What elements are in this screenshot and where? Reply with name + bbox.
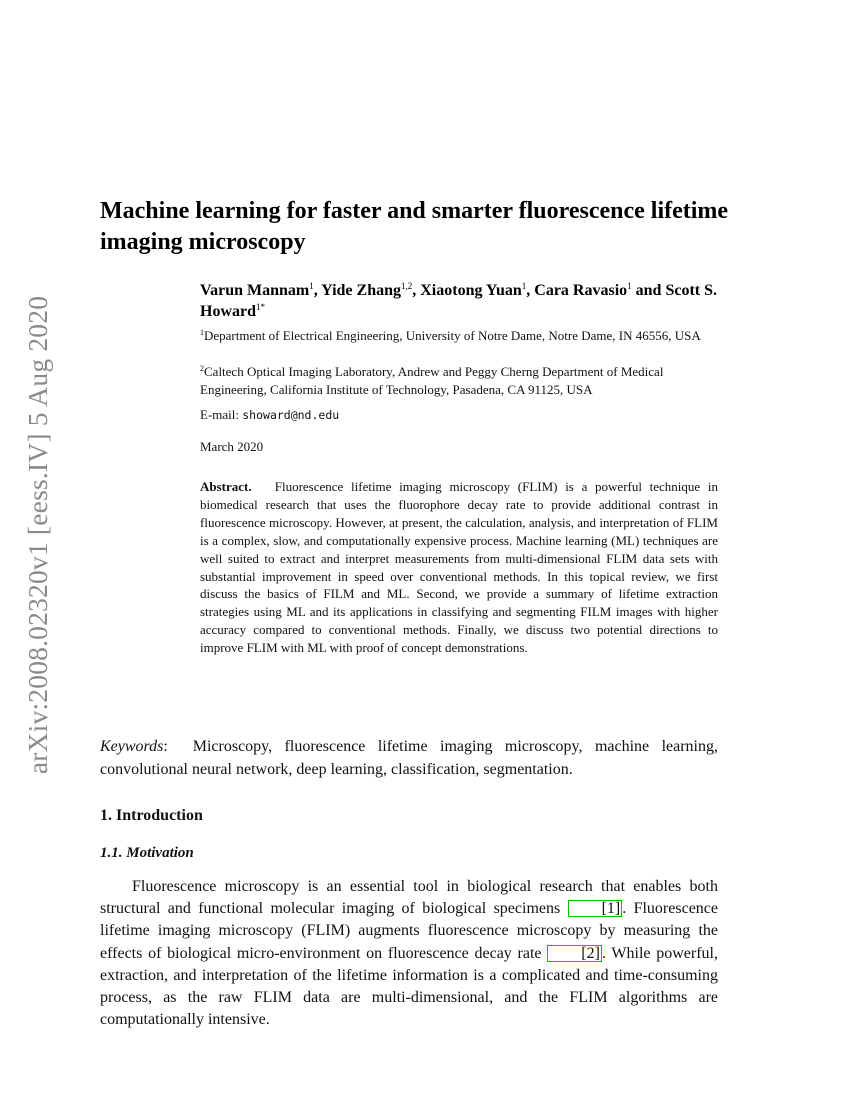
email-line: [200, 406, 339, 424]
author-list: Varun Mannam$^1$, Yide Zhang$^{1,2}$, Xiaotong Yuan$^1$, Cara Ravasio$^1$ and Scott S. Howard$^{1*}$: [200, 281, 718, 320]
body-text: Fluorescence microscopy is an essential tool in biological research that enables both structural and functional molecular imaging of biological specimens: [100, 878, 718, 918]
author-affiliation-mark: 1,2: [401, 281, 413, 291]
affiliation-text: Department of Electrical Engineering, University of Notre Dame, Notre Dame, IN 46556, USA: [204, 328, 701, 343]
date: March 2020: [200, 439, 264, 454]
email-address[interactable]: showard@nd.edu: [242, 408, 340, 422]
author-connector: and: [635, 282, 662, 299]
citation-link[interactable]: [2]: [547, 945, 602, 962]
section-heading: 1. Introduction: [100, 807, 203, 824]
abstract-label: Abstract.: [200, 479, 252, 494]
affiliation-mark: 2: [200, 364, 204, 373]
author-name: Cara Ravasio: [534, 282, 628, 299]
author-name: Scott S. Howard: [200, 282, 718, 320]
subsection-heading: 1.1. Motivation: [100, 845, 194, 861]
affiliation-mark: 1: [200, 328, 204, 337]
author-affiliation-mark: 1: [521, 281, 527, 291]
abstract-text: Fluorescence lifetime imaging microscopy (FLIM) is a powerful technique in biomedical research that uses the fluorophore decay rate to provide additional contrast in fluorescence microscopy. However, at present, the calculation, analysis, and interpretation of FLIM is a complex, slow, and computationally expensive process. Machine learning (ML) techniques are well suited to extract and interpret measurements from multi-dimensional FLIM data sets with substantial improvement in speed over conventional methods. In this topical review, we first discuss the basics of FILM and ML. Second, we provide a summary of lifetime extraction strategies using ML and its applications in classifying and segmenting FILM images with higher accuracy compared to conventional methods. Finally, we discuss two potential directions to improve FLIM with ML with proof of concept demonstrations.: [200, 479, 719, 656]
author-name: Yide Zhang: [321, 282, 401, 299]
email-label: E-mail:: [200, 407, 239, 422]
author-affiliation-mark: 1: [627, 281, 632, 291]
author-affiliation-mark: 1: [309, 281, 314, 291]
citation-link[interactable]: [1]: [568, 900, 623, 917]
body-paragraph: [100, 876, 718, 1031]
affiliation: [200, 363, 720, 399]
citation-number: 2: [586, 944, 595, 962]
paper-title: Machine learning for faster and smarter fluorescence lifetime imaging microscopy: [100, 198, 729, 255]
keywords-text: Microscopy, fluorescence lifetime imaging microscopy, machine learning, convolutional neural network, deep learning, classification, segmentation.: [100, 738, 718, 778]
arxiv-identifier: arXiv:2008.02320v1 [eess.IV] 5 Aug 2020: [22, 295, 54, 775]
affiliation-text: Caltech Optical Imaging Laboratory, Andrew and Peggy Cherng Department of Medical Engineering, California Institute of Technology, Pasadena, CA 91125, USA: [200, 364, 664, 397]
abstract: [200, 478, 718, 657]
author-affiliation-mark: 1*: [256, 302, 265, 312]
affiliation: [200, 327, 720, 345]
keywords-label: Keywords: [100, 738, 164, 755]
arxiv-side-stamp: [23, 290, 53, 780]
author-name: Varun Mannam: [200, 282, 310, 299]
citation-number: 1: [606, 900, 615, 918]
body-text: . Fluorescence lifetime imaging microscopy (FLIM) augments fluorescence microscopy by measuring the effects of biological micro-environment on fluorescence decay rate: [100, 900, 718, 962]
body-text: . While powerful, extraction, and interpretation of the lifetime information is a complicated and time-consuming process, as the raw FLIM data are multi-dimensional, and the FLIM algorithms are computationally intensive.: [100, 944, 718, 1029]
author-name: Xiaotong Yuan: [420, 282, 522, 299]
keywords: Keywords: Microscopy, fluorescence lifetime imaging microscopy, machine learning, convolutional neural network, deep learning, classification, segmentation.: [100, 738, 718, 778]
